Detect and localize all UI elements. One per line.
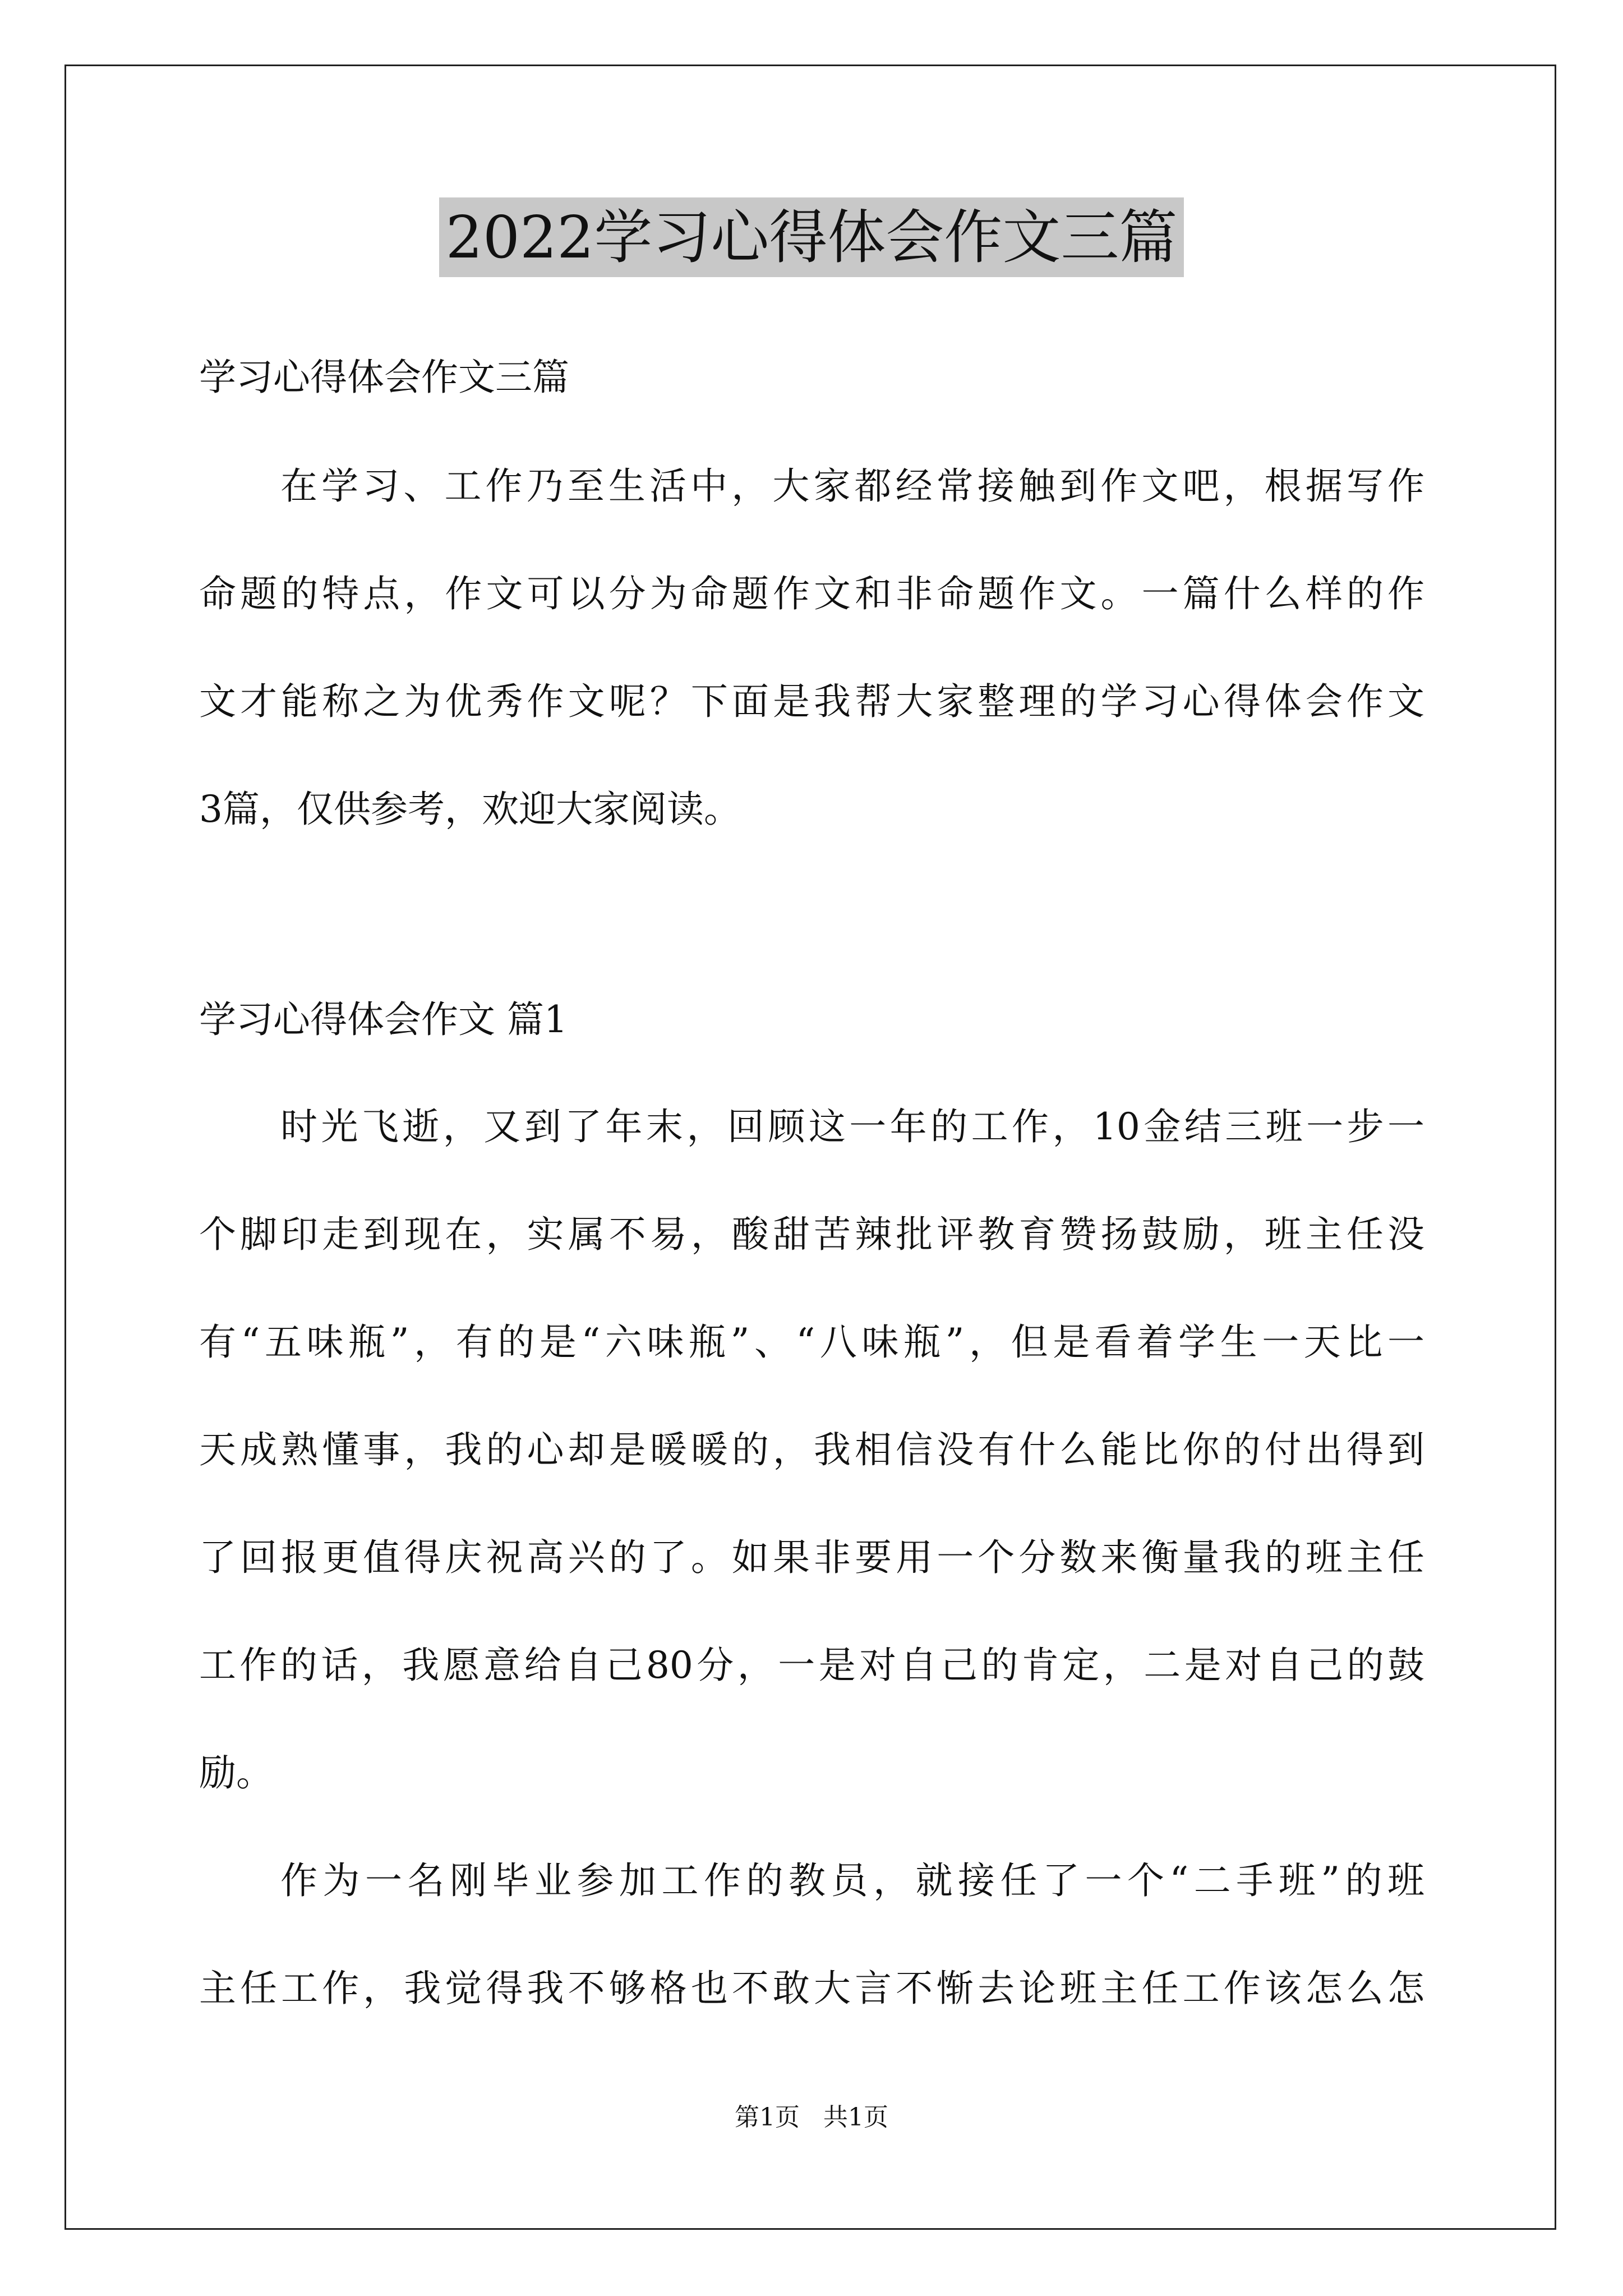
paragraph-line: 了回报更值得庆祝高兴的了。如果非要用一个分数来衡量我的班主任 <box>199 1536 1424 1579</box>
intro-line: 文才能称之为优秀作文呢？下面是我帮大家整理的学习心得体会作文 <box>199 680 1424 723</box>
paragraph-line: 作为一名刚毕业参加工作的教员，就接任了一个“二手班”的班 <box>280 1859 1424 1902</box>
intro-line: 命题的特点，作文可以分为命题作文和非命题作文。一篇什么样的作 <box>199 572 1424 615</box>
intro-line: 在学习、工作乃至生活中，大家都经常接触到作文吧，根据写作 <box>280 464 1424 508</box>
paragraph-line: 励。 <box>199 1751 273 1795</box>
section-heading: 学习心得体会作文 篇1 <box>199 998 568 1041</box>
paragraph-line: 个脚印走到现在，实属不易，酸甜苦辣批评教育赞扬鼓励，班主任没 <box>199 1213 1424 1256</box>
document-title: 2022学习心得体会作文三篇 <box>439 197 1184 277</box>
paragraph-line: 有“五味瓶”，有的是“六味瓶”、“八味瓶”，但是看着学生一天比一 <box>199 1320 1424 1364</box>
title-block <box>0 197 1623 277</box>
intro-line: 3篇，仅供参考，欢迎大家阅读。 <box>199 788 741 831</box>
page-number: 第1页 <box>735 2103 800 2132</box>
paragraph-line: 天成熟懂事，我的心却是暖暖的，我相信没有什么能比你的付出得到 <box>199 1428 1424 1471</box>
page-total: 共1页 <box>823 2103 888 2132</box>
paragraph-line: 主任工作，我觉得我不够格也不敢大言不惭去论班主任工作该怎么怎 <box>199 1967 1424 2010</box>
paragraph-line: 时光飞逝，又到了年末，回顾这一年的工作，10金结三班一步一 <box>280 1105 1424 1148</box>
paragraph-line: 工作的话，我愿意给自己80分，一是对自己的肯定，二是对自己的鼓 <box>199 1644 1424 1687</box>
page-footer <box>0 2101 1623 2134</box>
subtitle: 学习心得体会作文三篇 <box>199 356 569 399</box>
